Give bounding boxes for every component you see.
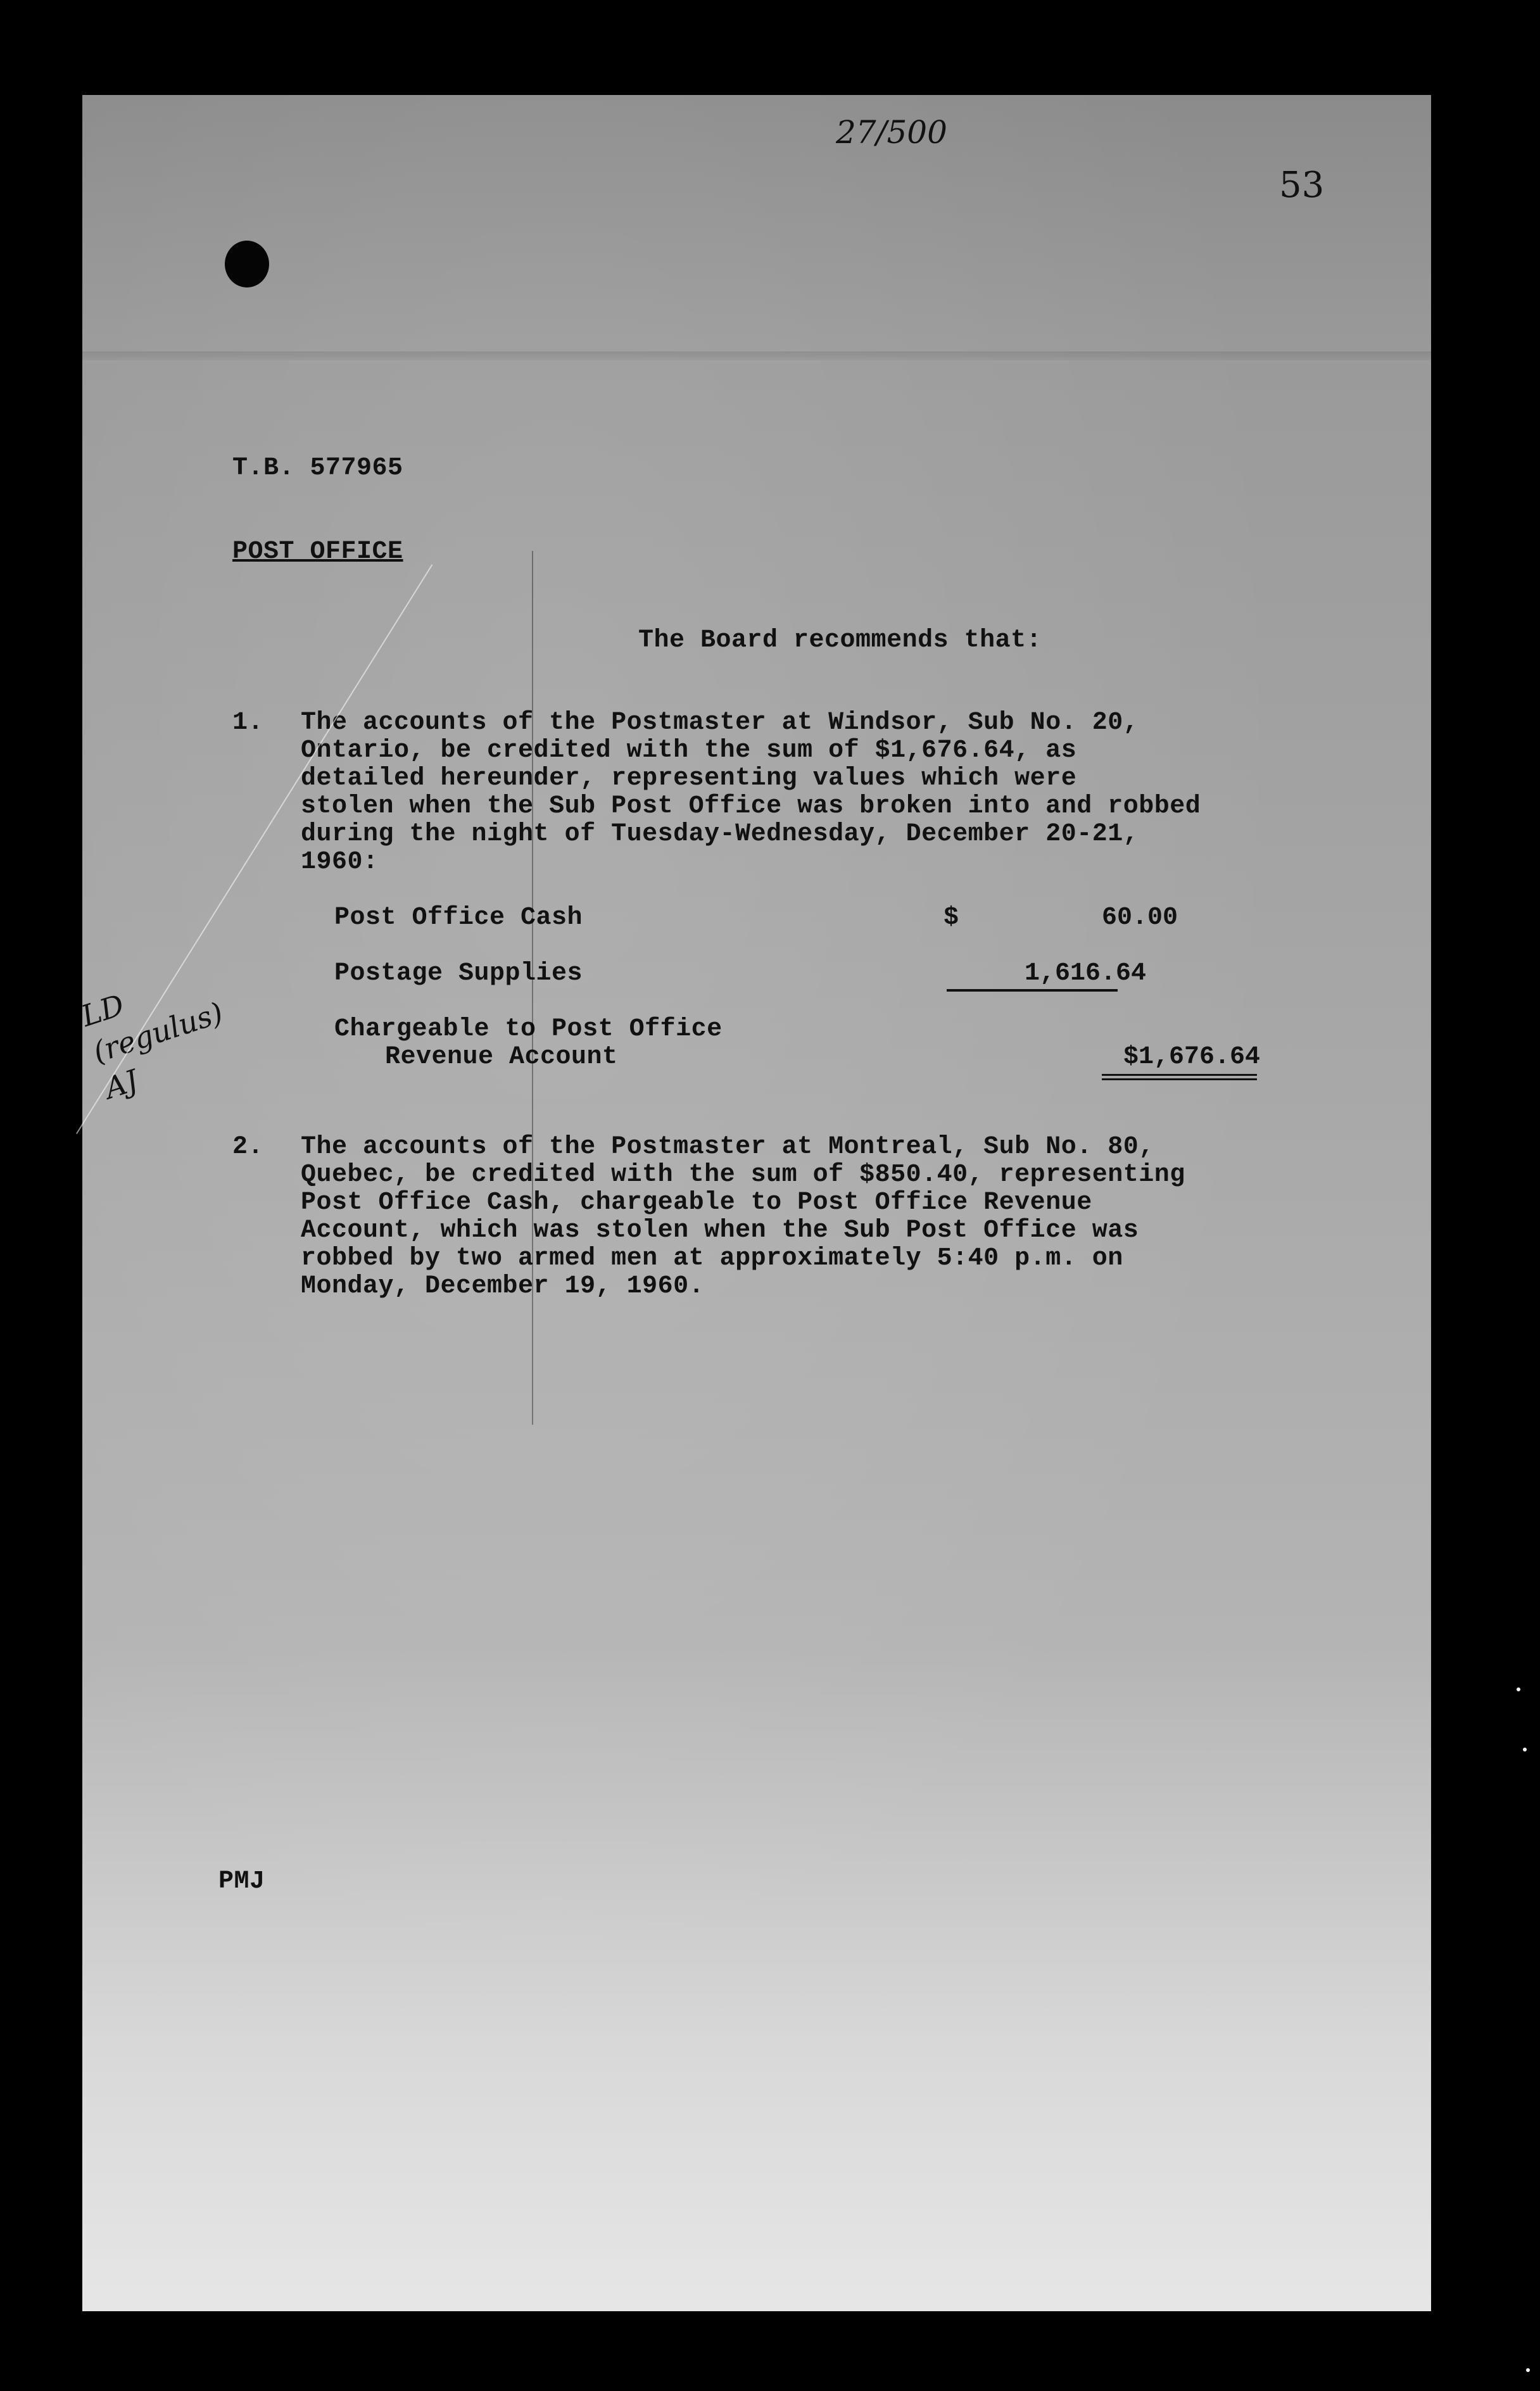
fold-band bbox=[82, 351, 1431, 360]
item-1-line: during the night of Tuesday-Wednesday, December 20-21, bbox=[301, 820, 1139, 849]
item-2-line: Post Office Cash, chargeable to Post Office Revenue bbox=[301, 1189, 1092, 1217]
subtotal-rule bbox=[947, 989, 1118, 992]
breakdown-amount-cash: 60.00 bbox=[1101, 904, 1178, 932]
item-2-line: robbed by two armed men at approximately 5:40 p.m. on bbox=[301, 1244, 1123, 1273]
breakdown-total-amount: $1,676.64 bbox=[1123, 1043, 1260, 1071]
breakdown-currency: $ bbox=[944, 904, 959, 932]
department-heading: POST OFFICE bbox=[232, 538, 403, 566]
item-2-line: The accounts of the Postmaster at Montreal, Sub No. 80, bbox=[301, 1133, 1154, 1161]
item-1-number: 1. bbox=[232, 709, 264, 737]
scan-speck bbox=[1523, 1748, 1527, 1751]
item-2-line: Account, which was stolen when the Sub Post Office was bbox=[301, 1216, 1139, 1245]
board-intro: The Board recommends that: bbox=[638, 626, 1042, 655]
item-2-line: Quebec, be credited with the sum of $850.40, representing bbox=[301, 1161, 1185, 1189]
breakdown-label-cash: Post Office Cash bbox=[334, 904, 583, 932]
item-2-line: Monday, December 19, 1960. bbox=[301, 1272, 705, 1301]
handwritten-file-ref: 27/500 bbox=[836, 114, 947, 151]
breakdown-amount-supplies: 1,616.64 bbox=[1024, 959, 1146, 988]
total-double-rule bbox=[1102, 1078, 1257, 1080]
item-1-line: stolen when the Sub Post Office was broken into and robbed bbox=[301, 792, 1201, 821]
paper-sheet bbox=[77, 95, 1431, 2311]
item-1-line: Ontario, be credited with the sum of $1,676.64, as bbox=[301, 736, 1077, 765]
breakdown-total-label-line2: Revenue Account bbox=[385, 1043, 618, 1071]
scan-diagonal-line bbox=[76, 564, 432, 1134]
footer-initials: PMJ bbox=[218, 1867, 265, 1896]
item-2-number: 2. bbox=[232, 1133, 264, 1161]
tb-number: T.B. 577965 bbox=[232, 454, 403, 483]
item-1-line: detailed hereunder, representing values which were bbox=[301, 764, 1077, 793]
breakdown-label-supplies: Postage Supplies bbox=[334, 959, 583, 988]
item-1-line: 1960: bbox=[301, 848, 379, 876]
margin-initials: LD (regulus) AJ bbox=[77, 987, 227, 1106]
total-double-rule bbox=[1102, 1074, 1257, 1076]
scan-vertical-line bbox=[532, 551, 533, 1425]
item-1-line: The accounts of the Postmaster at Windsor, Sub No. 20, bbox=[301, 709, 1139, 737]
scan-speck bbox=[1517, 1688, 1520, 1691]
page-number: 53 bbox=[1279, 165, 1325, 206]
scan-speck bbox=[1526, 2368, 1530, 2372]
breakdown-total-label-line1: Chargeable to Post Office bbox=[334, 1015, 723, 1044]
punch-hole bbox=[225, 241, 269, 287]
